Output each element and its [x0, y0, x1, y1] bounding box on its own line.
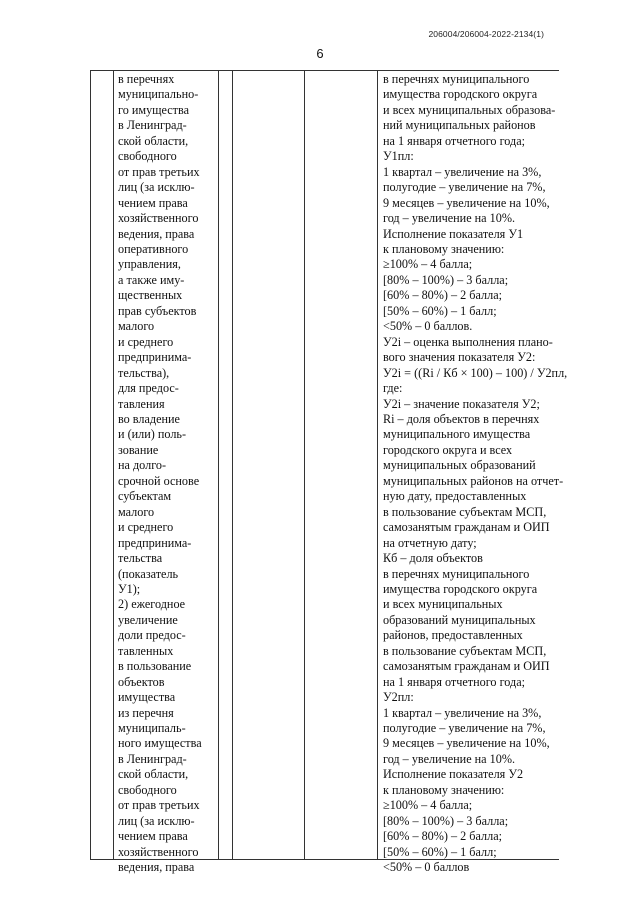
criterion-text-line: муниципально- — [118, 87, 199, 102]
criterion-text-line: и (или) поль- — [118, 427, 187, 442]
criterion-text-line: тавленных — [118, 643, 174, 658]
method-text-line: на 1 января отчетного года; — [383, 674, 526, 689]
criterion-text-line: (показатель — [118, 566, 179, 581]
method-text-line: [60% – 80%) – 2 балла; — [383, 829, 502, 844]
method-text-line: в перечнях муниципального — [383, 72, 530, 86]
method-text-line: полугодие – увеличение на 7%, — [383, 180, 546, 195]
method-text-line: городского округа и всех — [383, 442, 513, 457]
method-text-line: на отчетную дату; — [383, 535, 477, 550]
criterion-text-line: предпринима- — [118, 535, 192, 550]
method-text-line: <50% – 0 баллов — [383, 860, 470, 875]
method-text-line: У2i – значение показателя У2; — [383, 396, 540, 411]
method-text-line: в перечнях муниципального — [383, 566, 530, 581]
criterion-text-line: в перечнях — [118, 72, 175, 86]
criterion-text-line: свободного — [118, 149, 177, 164]
method-text-line: к плановому значению: — [383, 241, 505, 256]
criterion-text-line: от прав третьих — [118, 164, 200, 179]
criterion-text-line: во владение — [118, 411, 180, 426]
method-text-line: ≥100% – 4 балла; — [383, 257, 473, 272]
criterion-text-line: ведения, права — [118, 226, 195, 241]
criterion-text-line: лиц (за исклю- — [118, 813, 195, 828]
method-text-line: У2пл: — [383, 690, 414, 705]
criterion-text-line: объектов — [118, 674, 165, 689]
method-text-line: ную дату, предоставленных — [383, 489, 527, 504]
criterion-text-line: а также иму- — [118, 272, 185, 287]
method-text-line: на 1 января отчетного года; — [383, 133, 526, 148]
criterion-text-line: тельства), — [118, 365, 170, 380]
criterion-text-line: увеличение — [118, 612, 178, 627]
method-text-line: и всех муниципальных образова- — [383, 102, 556, 117]
criterion-text-line: муниципаль- — [118, 721, 186, 736]
criterion-text-line: хозяйственного — [118, 211, 199, 226]
method-text-line: самозанятым гражданам и ОИП — [383, 659, 550, 674]
method-text-line: Кб – доля объектов — [383, 551, 483, 566]
page-number: 6 — [316, 46, 324, 61]
method-text-line: районов, предоставленных — [383, 628, 523, 643]
criterion-text-line: субъектам — [118, 489, 172, 504]
method-text-line: [80% – 100%) – 3 балла; — [383, 272, 509, 287]
method-text-line: 9 месяцев – увеличение на 10%, — [383, 736, 550, 751]
criterion-text-line: и среднего — [118, 334, 174, 349]
method-text-line: год – увеличение на 10%. — [383, 211, 516, 226]
column-divider — [218, 70, 219, 860]
criterion-text-line: малого — [118, 319, 155, 334]
criterion-text-line: оперативного — [118, 241, 189, 256]
criterion-text-line: зование — [118, 442, 159, 457]
criterion-text-line: хозяйственного — [118, 844, 199, 859]
criterion-text-line: прав субъектов — [118, 303, 197, 318]
method-text-line: У2i = ((Ri / Кб × 100) – 100) / У2пл, — [383, 365, 568, 380]
criterion-text-line: в пользование — [118, 659, 192, 674]
method-text-line: ≥100% – 4 балла; — [383, 798, 473, 813]
criterion-text-line: на долго- — [118, 458, 167, 473]
criterion-text-line: чением права — [118, 195, 188, 210]
method-text-line: муниципального имущества — [383, 427, 531, 442]
method-text-line: [80% – 100%) – 3 балла; — [383, 813, 509, 828]
criterion-text-line: ного имущества — [118, 736, 202, 751]
criterion-text-line: тельства — [118, 551, 163, 566]
method-text-line: имущества городского округа — [383, 581, 538, 596]
method-text-line: [60% – 80%) – 2 балла; — [383, 288, 502, 303]
criterion-text-line: У1); — [118, 581, 141, 596]
method-text-line: [50% – 60%) – 1 балл; — [383, 844, 497, 859]
method-text-line: имущества городского округа — [383, 87, 538, 102]
criterion-text-line: в Ленинград- — [118, 751, 187, 766]
criterion-text-line: 2) ежегодное — [118, 597, 186, 612]
column-divider — [377, 70, 378, 860]
criterion-text-line: чением права — [118, 829, 188, 844]
method-text-line: и всех муниципальных — [383, 597, 503, 612]
method-text-line: Исполнение показателя У2 — [383, 767, 524, 782]
criterion-text-line: щественных — [118, 288, 183, 303]
method-text-line: Исполнение показателя У1 — [383, 226, 524, 241]
method-text-line: полугодие – увеличение на 7%, — [383, 721, 546, 736]
criterion-text-line: от прав третьих — [118, 798, 200, 813]
method-text-line: 9 месяцев – увеличение на 10%, — [383, 195, 550, 210]
method-text-line: У1пл: — [383, 149, 414, 164]
method-text-line: в пользование субъектам МСП, — [383, 504, 547, 519]
criterion-text-line: ской области, — [118, 767, 189, 782]
method-text-line: к плановому значению: — [383, 782, 505, 797]
calculation-method-cell — [383, 72, 568, 876]
criterion-text-line: и среднего — [118, 520, 174, 535]
column-divider — [90, 70, 91, 860]
method-text-line: самозанятым гражданам и ОИП — [383, 520, 550, 535]
criterion-text-line: предпринима- — [118, 350, 192, 365]
criterion-text-line: имущества — [118, 690, 176, 705]
criterion-text-line: в Ленинград- — [118, 118, 187, 133]
criterion-text-line: го имущества — [118, 102, 190, 117]
method-text-line: ний муниципальных районов — [383, 118, 536, 133]
method-text-line: [50% – 60%) – 1 балл; — [383, 303, 497, 318]
method-text-line: муниципальных образований — [383, 458, 536, 473]
method-text-line: год – увеличение на 10%. — [383, 751, 516, 766]
criterion-text-line: тавления — [118, 396, 165, 411]
criterion-text-line: малого — [118, 504, 155, 519]
method-text-line: 1 квартал – увеличение на 3%, — [383, 164, 542, 179]
criterion-text-line: ской области, — [118, 133, 189, 148]
criterion-text-line: из перечня — [118, 705, 174, 720]
criterion-text-line: лиц (за исклю- — [118, 180, 195, 195]
method-text-line: Ri – доля объектов в перечнях — [383, 411, 540, 426]
method-text-line: образований муниципальных — [383, 612, 536, 627]
criterion-text-line: для предос- — [118, 381, 179, 396]
criterion-text-line: срочной основе — [118, 473, 200, 488]
method-text-line: в пользование субъектам МСП, — [383, 643, 547, 658]
criterion-cell — [118, 72, 213, 876]
method-text-line: 1 квартал – увеличение на 3%, — [383, 705, 542, 720]
method-text-line: вого значения показателя У2: — [383, 350, 536, 365]
table — [90, 70, 568, 875]
method-text-line: где: — [383, 381, 403, 396]
method-text-line: У2i – оценка выполнения плано- — [383, 334, 553, 349]
criterion-text-line: ведения, права — [118, 860, 195, 875]
method-text-line: <50% – 0 баллов. — [383, 319, 473, 334]
criterion-text-line: свободного — [118, 782, 177, 797]
column-divider — [232, 70, 233, 860]
criterion-text-line: доли предос- — [118, 628, 186, 643]
column-divider — [113, 70, 114, 860]
document-id: 206004/206004-2022-2134(1) — [428, 29, 544, 39]
method-text-line: муниципальных районов на отчет- — [383, 473, 564, 488]
column-divider — [304, 70, 305, 860]
criterion-text-line: управления, — [118, 257, 181, 272]
table-top-border — [90, 70, 559, 71]
